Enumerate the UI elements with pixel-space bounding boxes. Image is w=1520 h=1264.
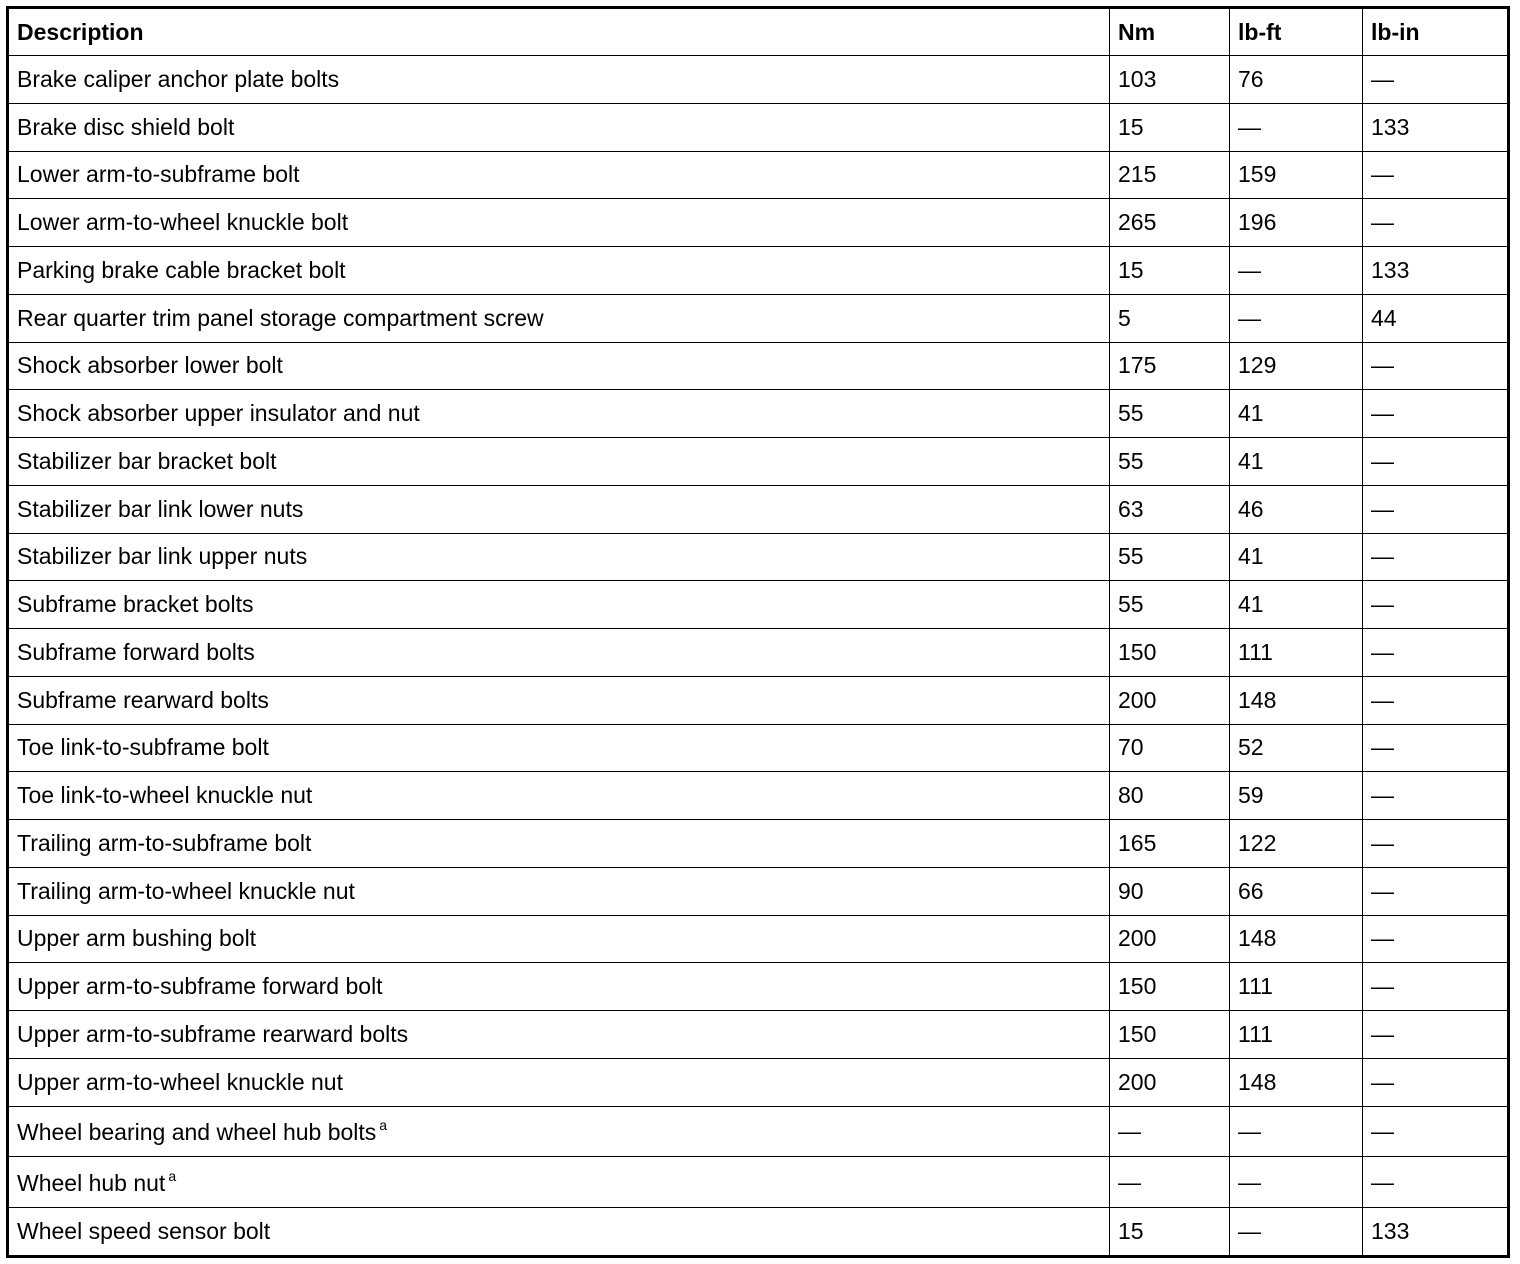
cell-description	[8, 1058, 1110, 1106]
cell-nm: —	[1110, 1157, 1230, 1208]
description-text: Wheel hub nut	[17, 1169, 166, 1196]
cell-lb-ft: 196	[1230, 199, 1363, 247]
cell-description	[8, 1157, 1110, 1208]
cell-lb-ft: —	[1230, 247, 1363, 295]
cell-lb-in: 133	[1363, 103, 1509, 151]
cell-nm: 55	[1110, 533, 1230, 581]
cell-lb-in: —	[1363, 581, 1509, 629]
cell-nm: 150	[1110, 963, 1230, 1011]
cell-lb-in: —	[1363, 724, 1509, 772]
cell-description	[8, 1208, 1110, 1257]
description-text: Trailing arm-to-wheel knuckle nut	[17, 877, 355, 904]
cell-nm: 215	[1110, 151, 1230, 199]
header-row	[8, 8, 1509, 56]
table-row	[8, 963, 1509, 1011]
cell-lb-ft: 111	[1230, 1011, 1363, 1059]
cell-description	[8, 676, 1110, 724]
cell-description	[8, 342, 1110, 390]
cell-nm: 103	[1110, 56, 1230, 104]
cell-nm: 200	[1110, 1058, 1230, 1106]
header-nm: Nm	[1110, 8, 1230, 56]
description-text: Toe link-to-wheel knuckle nut	[17, 782, 313, 809]
cell-description	[8, 247, 1110, 295]
cell-nm: 80	[1110, 772, 1230, 820]
cell-description	[8, 1106, 1110, 1157]
table-row	[8, 820, 1509, 868]
cell-description	[8, 963, 1110, 1011]
description-text: Upper arm-to-subframe rearward bolts	[17, 1020, 409, 1047]
cell-nm: 150	[1110, 629, 1230, 677]
cell-description	[8, 533, 1110, 581]
cell-nm: 265	[1110, 199, 1230, 247]
cell-nm: 70	[1110, 724, 1230, 772]
table-row	[8, 867, 1509, 915]
header-lb-ft: lb-ft	[1230, 8, 1363, 56]
description-text: Wheel bearing and wheel hub bolts	[17, 1118, 377, 1145]
cell-lb-ft: —	[1230, 1157, 1363, 1208]
cell-lb-in: —	[1363, 963, 1509, 1011]
cell-lb-ft: 41	[1230, 533, 1363, 581]
table-row	[8, 1011, 1509, 1059]
description-text: Subframe forward bolts	[17, 638, 255, 665]
table-row	[8, 342, 1509, 390]
header-description: Description	[8, 8, 1110, 56]
description-text: Upper arm-to-wheel knuckle nut	[17, 1068, 343, 1095]
cell-description	[8, 1011, 1110, 1059]
description-text: Shock absorber upper insulator and nut	[17, 400, 420, 427]
footnote-marker: a	[379, 1116, 388, 1133]
description-text: Lower arm-to-subframe bolt	[17, 161, 300, 188]
cell-lb-in: 133	[1363, 1208, 1509, 1257]
cell-nm: 15	[1110, 103, 1230, 151]
cell-description	[8, 294, 1110, 342]
table-row	[8, 533, 1509, 581]
cell-lb-in: —	[1363, 533, 1509, 581]
cell-description	[8, 629, 1110, 677]
cell-nm: 55	[1110, 581, 1230, 629]
table-row	[8, 676, 1509, 724]
cell-lb-in: —	[1363, 820, 1509, 868]
cell-description	[8, 151, 1110, 199]
cell-lb-ft: 148	[1230, 1058, 1363, 1106]
cell-nm: 15	[1110, 247, 1230, 295]
cell-lb-ft: 41	[1230, 581, 1363, 629]
cell-nm: 175	[1110, 342, 1230, 390]
footnote-marker: a	[168, 1167, 177, 1184]
cell-lb-ft: —	[1230, 294, 1363, 342]
cell-lb-ft: 41	[1230, 438, 1363, 486]
cell-lb-in: —	[1363, 915, 1509, 963]
cell-lb-in: —	[1363, 485, 1509, 533]
cell-description	[8, 390, 1110, 438]
cell-nm: 200	[1110, 676, 1230, 724]
cell-lb-in: —	[1363, 342, 1509, 390]
cell-lb-ft: 122	[1230, 820, 1363, 868]
cell-lb-ft: 111	[1230, 963, 1363, 1011]
cell-lb-in: —	[1363, 390, 1509, 438]
table-row	[8, 1157, 1509, 1208]
cell-lb-ft: —	[1230, 1208, 1363, 1257]
cell-lb-in: —	[1363, 1157, 1509, 1208]
cell-description	[8, 581, 1110, 629]
cell-nm: 55	[1110, 438, 1230, 486]
cell-lb-in: —	[1363, 56, 1509, 104]
table-row	[8, 1058, 1509, 1106]
header-lb-in: lb-in	[1363, 8, 1509, 56]
cell-lb-ft: 46	[1230, 485, 1363, 533]
description-text: Upper arm-to-subframe forward bolt	[17, 973, 383, 1000]
description-text: Rear quarter trim panel storage compartment screw	[17, 304, 544, 331]
table-row	[8, 438, 1509, 486]
cell-lb-in: 44	[1363, 294, 1509, 342]
description-text: Shock absorber lower bolt	[17, 352, 283, 379]
cell-description	[8, 772, 1110, 820]
cell-description	[8, 485, 1110, 533]
cell-lb-ft: 52	[1230, 724, 1363, 772]
cell-description	[8, 199, 1110, 247]
cell-lb-in: —	[1363, 199, 1509, 247]
cell-lb-ft: 66	[1230, 867, 1363, 915]
cell-lb-in: —	[1363, 1011, 1509, 1059]
cell-lb-ft: 111	[1230, 629, 1363, 677]
cell-lb-ft: 41	[1230, 390, 1363, 438]
description-text: Brake disc shield bolt	[17, 113, 235, 140]
cell-lb-ft: 148	[1230, 915, 1363, 963]
cell-lb-in: —	[1363, 772, 1509, 820]
description-text: Brake caliper anchor plate bolts	[17, 65, 340, 92]
cell-description	[8, 820, 1110, 868]
cell-lb-ft: 129	[1230, 342, 1363, 390]
description-text: Toe link-to-subframe bolt	[17, 734, 269, 761]
table-row	[8, 915, 1509, 963]
cell-nm: —	[1110, 1106, 1230, 1157]
cell-nm: 200	[1110, 915, 1230, 963]
table-row	[8, 1208, 1509, 1257]
cell-lb-ft: 159	[1230, 151, 1363, 199]
table-row	[8, 390, 1509, 438]
table-row	[8, 151, 1509, 199]
cell-description	[8, 724, 1110, 772]
cell-description	[8, 915, 1110, 963]
table-row	[8, 629, 1509, 677]
cell-nm: 165	[1110, 820, 1230, 868]
cell-description	[8, 438, 1110, 486]
table-row	[8, 56, 1509, 104]
table-row	[8, 199, 1509, 247]
table-row	[8, 581, 1509, 629]
table-row	[8, 247, 1509, 295]
table-row	[8, 1106, 1509, 1157]
cell-lb-in: —	[1363, 867, 1509, 915]
cell-lb-in: —	[1363, 676, 1509, 724]
cell-lb-in: —	[1363, 1058, 1509, 1106]
cell-description	[8, 867, 1110, 915]
table-row	[8, 294, 1509, 342]
cell-lb-in: —	[1363, 629, 1509, 677]
description-text: Wheel speed sensor bolt	[17, 1218, 271, 1245]
description-text: Upper arm bushing bolt	[17, 925, 257, 952]
cell-lb-in: —	[1363, 438, 1509, 486]
cell-nm: 15	[1110, 1208, 1230, 1257]
table-row	[8, 103, 1509, 151]
table-row	[8, 485, 1509, 533]
cell-lb-ft: 148	[1230, 676, 1363, 724]
cell-lb-in: —	[1363, 151, 1509, 199]
cell-lb-ft: 76	[1230, 56, 1363, 104]
cell-nm: 150	[1110, 1011, 1230, 1059]
description-text: Stabilizer bar bracket bolt	[17, 447, 277, 474]
description-text: Stabilizer bar link upper nuts	[17, 543, 308, 570]
description-text: Subframe bracket bolts	[17, 591, 254, 618]
description-text: Trailing arm-to-subframe bolt	[17, 829, 312, 856]
description-text: Parking brake cable bracket bolt	[17, 256, 346, 283]
cell-description	[8, 56, 1110, 104]
cell-description	[8, 103, 1110, 151]
cell-nm: 63	[1110, 485, 1230, 533]
cell-lb-in: —	[1363, 1106, 1509, 1157]
description-text: Lower arm-to-wheel knuckle bolt	[17, 209, 349, 236]
cell-nm: 5	[1110, 294, 1230, 342]
table-row	[8, 724, 1509, 772]
torque-spec-table	[6, 6, 1510, 1258]
cell-lb-ft: 59	[1230, 772, 1363, 820]
cell-lb-ft: —	[1230, 103, 1363, 151]
cell-nm: 55	[1110, 390, 1230, 438]
description-text: Subframe rearward bolts	[17, 686, 269, 713]
cell-lb-ft: —	[1230, 1106, 1363, 1157]
table-row	[8, 772, 1509, 820]
description-text: Stabilizer bar link lower nuts	[17, 495, 304, 522]
cell-lb-in: 133	[1363, 247, 1509, 295]
cell-nm: 90	[1110, 867, 1230, 915]
